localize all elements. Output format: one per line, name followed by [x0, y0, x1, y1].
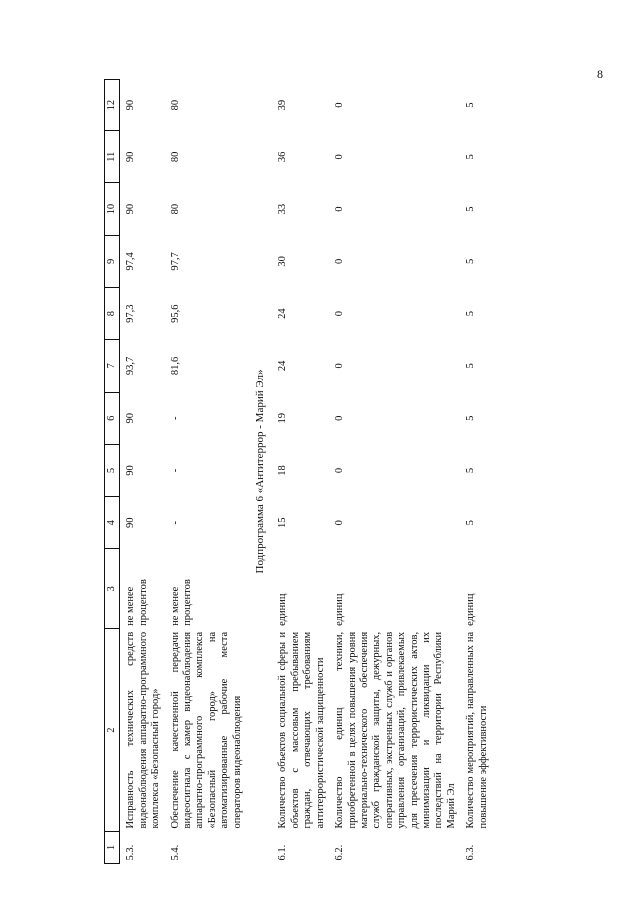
value-cell: 90 [125, 412, 137, 424]
indicator-name: Исправность технических средств видеонаблюдения аппаратно-программного комплекса «Безопасный город» [125, 631, 162, 829]
subprogram-title: Подпрограмма 6 «Антитеррор - Марий Эл» [254, 369, 267, 574]
indicator-name: Количество мероприятий, направленных на повышение эффективности [465, 631, 489, 829]
value-cell: 97,3 [125, 304, 137, 323]
value-cell: 95,6 [169, 304, 181, 323]
value-cell: 5 [465, 154, 477, 160]
value-cell: - [169, 520, 181, 525]
row-number: 6.3. [465, 844, 477, 861]
col-header-6: 6 [105, 392, 120, 444]
indicator-name: Количество объектов социальной сферы и объектов с массовым пребыванием граждан, отвечающих требованиям антитеррористической защищенности [277, 631, 326, 829]
col-header-3: 3 [105, 549, 120, 629]
indicator-name: Обеспечение качественной передачи видеосигнала с камер видеонаблюдения аппаратно-программного комплекса «Безопасный город» на автоматизированные рабочие места операторов видеонаблюдения [169, 631, 243, 829]
row-number: 6.2. [334, 844, 346, 861]
col-header-10: 10 [105, 183, 120, 235]
value-cell: 81,6 [169, 356, 181, 376]
value-cell: 5 [465, 206, 477, 212]
value-cell: 15 [277, 517, 289, 528]
unit: единиц [277, 593, 289, 626]
indicators-table [104, 79, 492, 864]
value-cell: - [169, 416, 181, 420]
row-number: 5.3. [125, 844, 137, 861]
column-number-row [105, 80, 120, 864]
unit: не менее процентов [125, 579, 149, 626]
value-cell: 90 [125, 99, 137, 111]
subprogram-row [246, 80, 272, 864]
value-cell: 5 [465, 520, 477, 526]
value-cell: 19 [277, 412, 289, 424]
value-cell: 0 [334, 206, 346, 212]
value-cell: 36 [277, 151, 289, 163]
value-cell: 0 [334, 415, 346, 421]
value-cell: 0 [334, 520, 346, 526]
value-cell: 5 [465, 311, 477, 317]
value-cell: 24 [277, 308, 289, 319]
indicator-name: Количество единиц техники, приобретенной в целях повышения уровня материально-технического обеспечения служб гражданской защиты, дежурных, оперативных, экстренных служб и органов управления организаций, привлекаемых для пресечения террористических актов, минимизации и ликвидации их последствий на территории Республики Марий Эл [334, 631, 457, 829]
value-cell: 39 [277, 99, 289, 111]
page-number: 8 [597, 67, 603, 81]
col-header-1: 1 [105, 832, 120, 864]
value-cell: 97,4 [125, 252, 137, 271]
value-cell: 0 [334, 154, 346, 160]
value-cell: 93,7 [125, 356, 137, 376]
value-cell: 5 [465, 363, 477, 369]
value-cell: 80 [169, 151, 181, 163]
col-header-4: 4 [105, 497, 120, 549]
col-header-9: 9 [105, 235, 120, 287]
value-cell: 0 [334, 363, 346, 369]
unit: единиц [465, 593, 477, 626]
value-cell: 0 [334, 311, 346, 317]
table-row [165, 80, 246, 864]
value-cell: 5 [465, 467, 477, 474]
col-header-11: 11 [105, 131, 120, 183]
table-row [272, 80, 329, 864]
row-number: 5.4. [169, 844, 181, 861]
col-header-2: 2 [105, 629, 120, 832]
col-header-7: 7 [105, 340, 120, 392]
value-cell: - [169, 468, 181, 473]
unit: единиц [334, 593, 346, 626]
unit: не менее процентов [169, 579, 194, 626]
value-cell: 5 [465, 415, 477, 421]
table-row [120, 80, 165, 864]
value-cell: 80 [169, 99, 181, 111]
col-header-5: 5 [105, 444, 120, 496]
row-number: 6.1. [277, 844, 289, 861]
value-cell: 90 [125, 203, 137, 215]
col-header-8: 8 [105, 288, 120, 340]
value-cell: 90 [125, 465, 137, 476]
rotated-table-wrapper [104, 79, 629, 864]
value-cell: 90 [125, 517, 137, 528]
value-cell: 97,7 [169, 252, 181, 271]
value-cell: 90 [125, 151, 137, 163]
table-row [460, 80, 492, 864]
value-cell: 5 [465, 258, 477, 265]
value-cell: 24 [277, 360, 289, 372]
col-header-12: 12 [105, 80, 120, 131]
value-cell: 5 [465, 102, 477, 108]
table-row [329, 80, 460, 864]
value-cell: 33 [277, 203, 289, 215]
value-cell: 30 [277, 256, 289, 267]
value-cell: 80 [169, 203, 181, 215]
value-cell: 0 [334, 102, 346, 108]
value-cell: 0 [334, 258, 346, 265]
value-cell: 0 [334, 467, 346, 474]
value-cell: 18 [277, 465, 289, 476]
